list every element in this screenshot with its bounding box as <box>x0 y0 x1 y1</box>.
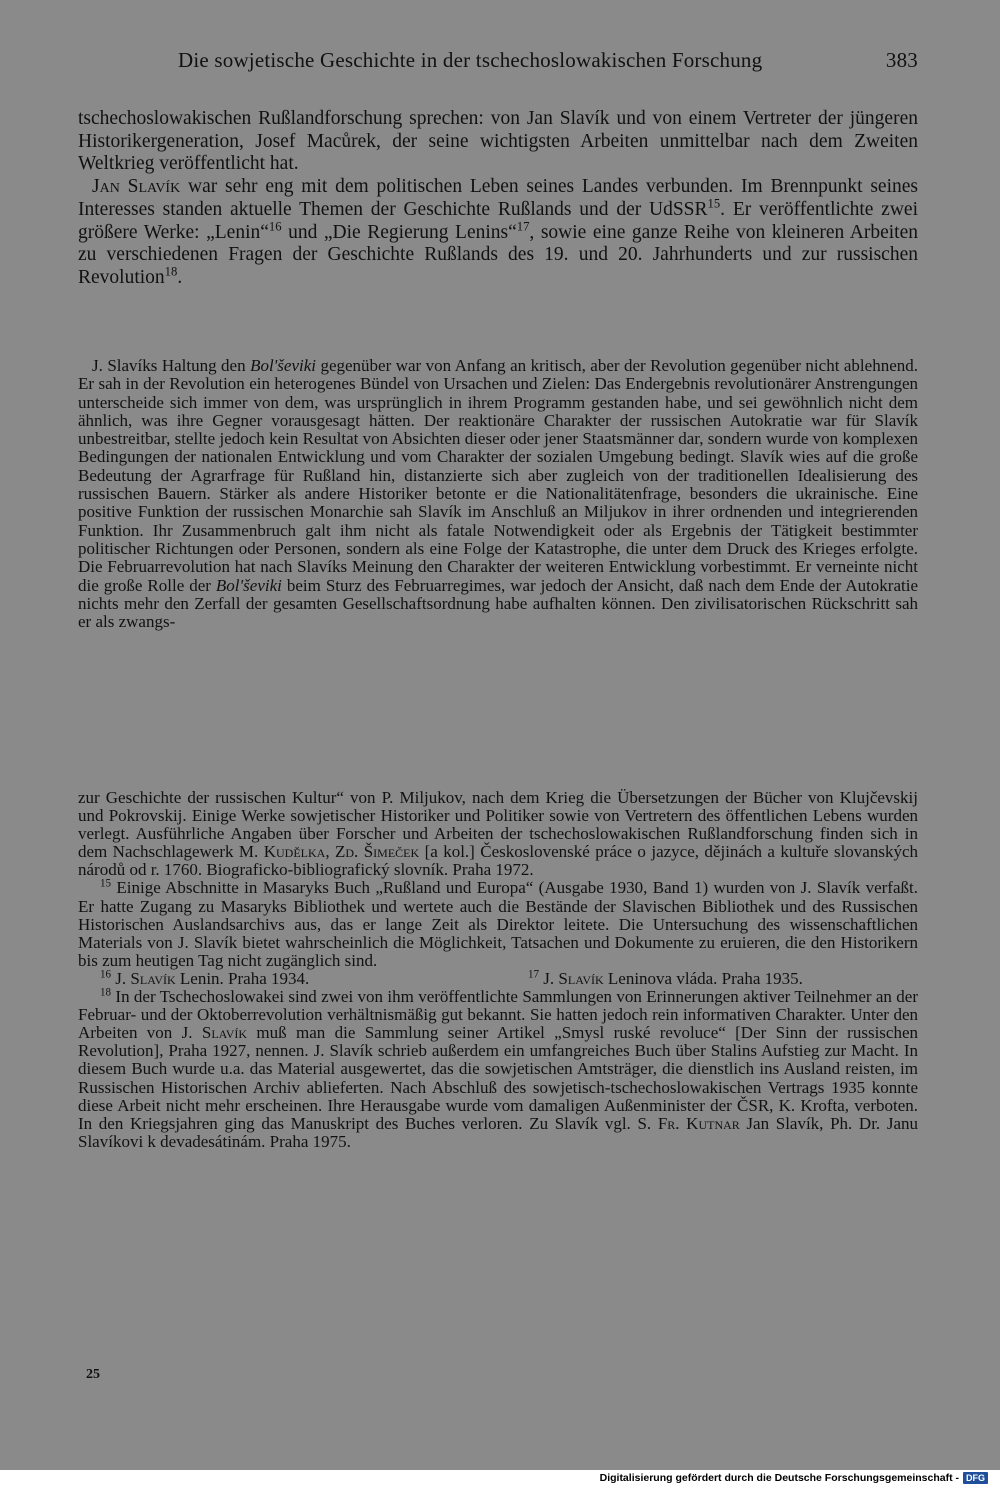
footnote-number: 15 <box>100 877 112 890</box>
footer-text: Digitalisierung gefördert durch die Deutsche Forschungsgemeinschaft - <box>599 1472 959 1484</box>
main-paragraph-2 <box>78 176 918 290</box>
footnote-15 <box>78 879 918 969</box>
page-number: 383 <box>885 48 918 72</box>
indented-paragraph <box>78 357 918 631</box>
text-span: J. <box>111 968 131 988</box>
text-span: , <box>325 842 335 862</box>
author-name: Kudělka <box>263 842 326 862</box>
digitization-footer <box>600 1472 988 1484</box>
printer-signature-mark: 25 <box>86 1367 100 1382</box>
text-span: Jan Slavík, Ph. Dr. Janu Slavíkovi k devadesátinám. Praha 1975. <box>78 1113 918 1151</box>
main-paragraph-1: tschechoslowakischen Rußlandforschung sprechen: von Jan Slavík und von einem Vertreter der jüngeren Historikergeneration, Josef Macůrek, der seine wichtigsten Arbeiten unmittelbar nach dem Zweiten Weltkrieg veröffentlicht hat. <box>78 108 918 175</box>
footnote-ref-15[interactable]: 15 <box>707 196 721 211</box>
running-title: Die sowjetische Geschichte in der tschechoslowakischen Forschung <box>178 48 763 72</box>
text-span: und „Die Regierung Lenins“ <box>281 221 517 243</box>
text-span: war sehr eng mit dem politischen Leben seines Landes verbunden. Im Brennpunkt seines Interesses standen aktuelle Themen der Geschichte Rußlands und der UdSSR <box>78 176 918 220</box>
author-name: Fr. Kutnar <box>657 1113 740 1133</box>
text-span: . Er veröffentlichte zwei größere Werke: „Lenin“ <box>78 198 918 243</box>
author-name: Slavík <box>558 968 604 988</box>
footnote-continuation <box>78 789 918 879</box>
text-span: Lenin. Praha 1934. <box>175 968 310 988</box>
footnote-number: 18 <box>100 986 112 999</box>
main-text <box>78 108 918 290</box>
text-span: J. <box>539 968 559 988</box>
text-span: Leninova vláda. Praha 1935. <box>603 968 803 988</box>
author-name: Zd. Šimeček <box>335 842 420 862</box>
text-span: muß man die Sammlung seiner Artikel „Smysl ruské revoluce“ [Der Sinn der russischen Revolution], Praha 1927, nennen. J. Slavík schrieb außerdem ein umfangreiches Buch über Stalins Aufstieg zur Macht. In diesem Buch wurde u.a. das Material ausgewertet, das die sowjetischen Amtsträger, die dienstlich ins Ausland reisten, im Russischen Historischen Archiv ablieferten. Nach Abschluß des sowjetisch-tschechoslowakischen Vertrags 1935 konnte diese Arbeit nicht mehr erscheinen. Ihre Herausgabe wurde vom damaligen Außenminister der ČSR, K. Krofta, verboten. In den Kriegsjahren ging das Manuskript des Buches verloren. Zu Slavík vgl. S. <box>78 1023 918 1133</box>
text-span: . <box>177 266 183 288</box>
footnote-pair <box>78 970 918 988</box>
running-header <box>78 48 918 80</box>
footnote-18 <box>78 988 918 1151</box>
footnote-number: 17 <box>528 968 540 981</box>
author-name: Slavík <box>201 1023 248 1043</box>
text-span: Einige Abschnitte in Masaryks Buch „Rußland und Europa“ (Ausgabe 1930, Band 1) wurden von J. Slavík verfaßt. Er hatte Zugang zu Masaryks Bibliothek und wertete auch die Bestände der Slavischen Bibliothek und des Russischen Historischen Auslandsarchivs aus, das er lange Zeit als Direktor leitete. Die Untersuchung des wissenschaftlichen Materials von J. Slavík bietet wahrscheinlich die Möglichkeit, Tatsachen und Dokumente zu eruieren, die den Historikern bis zum heutigen Tag nicht zugänglich sind. <box>78 878 918 970</box>
footnote-number: 16 <box>100 968 112 981</box>
indented-text <box>78 357 918 631</box>
footnote-17 <box>528 970 803 988</box>
author-name: Slavík <box>130 968 176 988</box>
footnote-ref-18[interactable]: 18 <box>164 264 178 279</box>
text-span: zur Geschichte der russischen Kultur“ von P. Miljukov, nach dem Krieg die Übersetzungen der Bücher von Klujčevskij und Pokrovskij. Einige Werke sowjetischer Historiker und Politiker sowie von Vertretern des öffentlichen Lebens wurden verlegt. Ausführliche Angaben über Forscher und Arbeiten der tschechoslowakischen Rußlandforschung finden sich in dem Nachschlagewerk M. <box>78 788 918 862</box>
italic-term: Bol'ševiki <box>250 356 317 375</box>
footnotes <box>78 789 918 1151</box>
text-span: [a kol.] Československé práce o jazyce, dějinách a kultuře slovanských národů od r. 1760. Biograficko-bibliografický slovník. Praha 1972. <box>78 842 918 880</box>
text-span: gegenüber war von Anfang an kritisch, aber der Revolution gegenüber nicht ablehnend. Er sah in der Revolution ein heterogenes Bündel von Ursachen und Zielen: Das Endergebnis revolutionärer Anstrengungen unterscheide sich immer von dem, was ursprünglich in ihrem Programm gestanden habe, und sei gewöhnlich nicht dem ähnlich, was ihre Gegner vorausgesagt hätten. Der reaktionäre Charakter der russischen Autokratie war für Slavík unbestreitbar, stellte jedoch kein Resultat von Absichten dieser oder jener Staatsmänner dar, sondern wurde von komplexen Bedingungen der nationalen Entwicklung und vom Charakter der sozialen Umgebung bedingt. Slavík wies auf die große Bedeutung der Agrarfrage für Rußland hin, distanzierte sich aber zugleich von der traditionellen Idealisierung des russischen Bauern. Stärker als andere Historiker betonte er die Nationalitätenfrage, besonders die ukrainische. Eine positive Funktion der russischen Monarchie sah Slavík im Anschluß an Miljukov in ihrer ordnenden und integrierenden Funktion. Ihr Zusammenbruch galt ihm nicht als fatale Notwendigkeit oder als Ergebnis der Tätigkeit bestimmter politischer Richtungen oder Personen, sondern als eine Folge der Katastrophe, die unter dem Druck des Krieges erfolgte. Die Februarrevolution hat nach Slavíks Meinung den Charakter der weiteren Entwicklung vorbestimmt. Er verneinte nicht die große Rolle der <box>78 356 918 595</box>
text-span: beim Sturz des Februarregimes, war jedoch der Ansicht, daß nach dem Ende der Autokratie nichts mehr den Zerfall der gesamten Gesellschaftsordnung habe aufhalten können. Den zivilisatorischen Rückschritt sah er als zwangs- <box>78 575 918 632</box>
footnote-ref-17[interactable]: 17 <box>516 219 530 234</box>
footnote-16 <box>100 970 309 988</box>
footnote-ref-16[interactable]: 16 <box>268 219 282 234</box>
italic-term: Bol'ševiki <box>215 575 282 595</box>
text-span: In der Tschechoslowakei sind zwei von ihm veröffentlichte Sammlungen von Erinnerungen aktiver Teilnehmer an der Februar- und der Oktoberrevolution verhältnismäßig gut bekannt. Sie hatten jedoch rein informativen Charakter. Unter den Arbeiten von J. <box>78 987 918 1043</box>
text-span: , sowie eine ganze Reihe von kleineren Arbeiten zu verschiedenen Fragen der Geschichte Rußlands des 19. und 20. Jahrhunderts und zur russischen Revolution <box>78 221 918 288</box>
dfg-logo-icon[interactable]: DFG <box>963 1472 988 1484</box>
text-span: J. Slavíks Haltung den <box>92 356 251 375</box>
person-name: Jan Slavík <box>92 176 181 198</box>
